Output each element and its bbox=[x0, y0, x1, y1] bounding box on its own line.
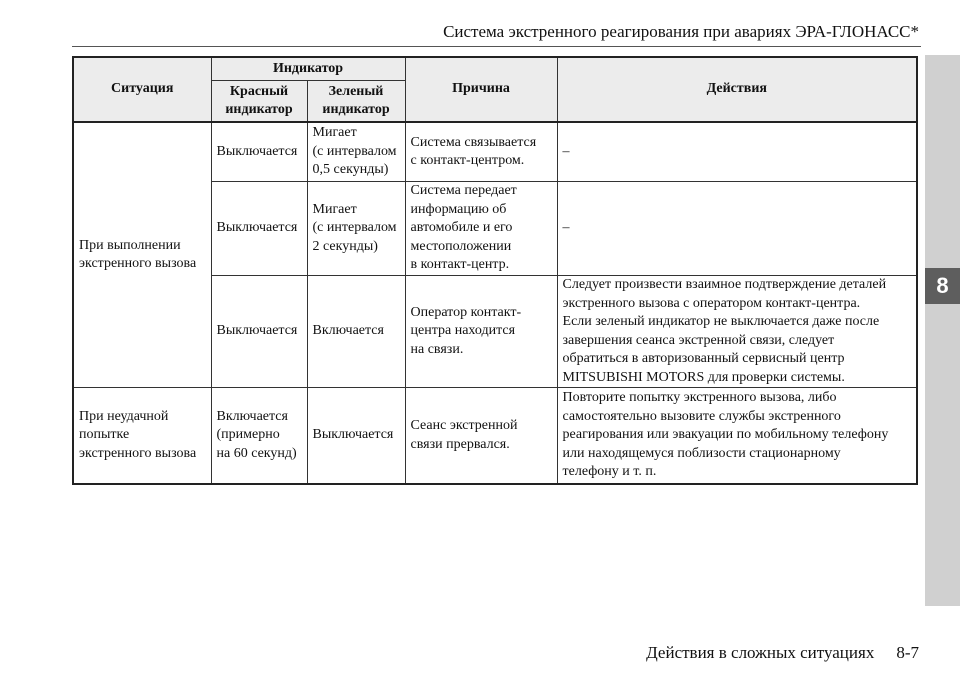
red-indicator-cell: Включается (примерно на 60 секунд) bbox=[211, 388, 307, 485]
page-header-title: Система экстренного реагирования при авариях ЭРА-ГЛОНАСС* bbox=[443, 22, 919, 41]
header-red-indicator: Красный индикатор bbox=[211, 81, 307, 123]
cause-cell: Система связывается с контакт-центром. bbox=[405, 122, 557, 182]
action-cell: – bbox=[557, 122, 917, 182]
green-indicator-cell: Мигает (с интервалом 2 секунды) bbox=[307, 182, 405, 276]
header-actions: Действия bbox=[557, 57, 917, 122]
action-cell: Следует произвести взаимное подтверждение деталей экстренного вызова с оператором контакт-центра. Если зеленый индикатор не выключается даже после завершения сеанса экстренной связи, следует обратиться в авторизованный сервисный центр MITSUBISHI MOTORS для проверки системы. bbox=[557, 276, 917, 388]
cause-cell: Сеанс экстренной связи прервался. bbox=[405, 388, 557, 485]
header-indicator: Индикатор bbox=[211, 57, 405, 81]
red-indicator-cell: Выключается bbox=[211, 276, 307, 388]
table-row bbox=[73, 122, 917, 182]
green-indicator-cell: Выключается bbox=[307, 388, 405, 485]
header-row-1 bbox=[73, 57, 917, 81]
page-footer bbox=[0, 643, 919, 663]
situation-cell: При неудачной попытке экстренного вызова bbox=[73, 388, 211, 485]
header-green-indicator: Зеленый индикатор bbox=[307, 81, 405, 123]
red-indicator-cell: Выключается bbox=[211, 122, 307, 182]
green-indicator-cell: Включается bbox=[307, 276, 405, 388]
chapter-side-tab bbox=[925, 55, 960, 606]
footer-page-number: 8-7 bbox=[896, 643, 919, 662]
action-cell: Повторите попытку экстренного вызова, либо самостоятельно вызовите службы экстренного реагирования или эвакуации по мобильному телефону или находящемуся поблизости стационарному телефону и т. п. bbox=[557, 388, 917, 485]
cause-cell: Оператор контакт- центра находится на связи. bbox=[405, 276, 557, 388]
table-header bbox=[73, 57, 917, 122]
green-indicator-cell: Мигает (с интервалом 0,5 секунды) bbox=[307, 122, 405, 182]
header-cause: Причина bbox=[405, 57, 557, 122]
action-cell: – bbox=[557, 182, 917, 276]
cause-cell: Система передает информацию об автомобиле и его местоположении в контакт-центр. bbox=[405, 182, 557, 276]
header-rule bbox=[72, 46, 921, 47]
situation-cell: При выполнении экстренного вызова bbox=[73, 122, 211, 388]
header-situation: Ситуация bbox=[73, 57, 211, 122]
table-body bbox=[73, 122, 917, 484]
indicator-table bbox=[72, 56, 918, 485]
red-indicator-cell: Выключается bbox=[211, 182, 307, 276]
footer-section-title: Действия в сложных ситуациях bbox=[646, 643, 875, 662]
table-row bbox=[73, 388, 917, 485]
chapter-number-badge: 8 bbox=[925, 268, 960, 304]
